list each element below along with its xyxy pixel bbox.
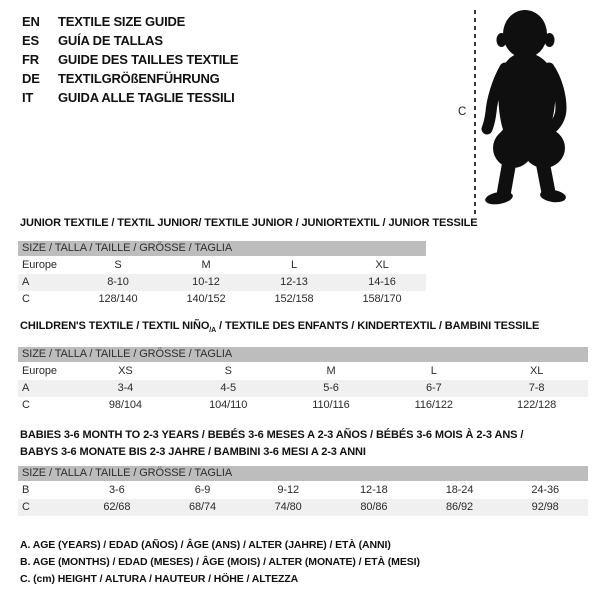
- babies-section-title: [20, 427, 523, 461]
- size-cell: 10-12: [192, 276, 220, 288]
- height-measure-figure: [452, 5, 600, 217]
- size-cell: 3-4: [117, 382, 134, 394]
- language-row: [22, 12, 238, 31]
- size-cell: 116/122: [414, 399, 453, 411]
- table-row: [18, 363, 588, 380]
- babies-title-line1: BABIES 3-6 MONTH TO 2-3 YEARS / BEBÉS 3-6 MESES A 2-3 AÑOS / BÉBÉS 3-6 MOIS À 2-3 ANS /: [20, 429, 524, 441]
- size-cell: 92/98: [531, 501, 559, 513]
- table-row: [18, 397, 588, 414]
- children-title-text: / TEXTILE DES ENFANTS / KINDERTEXTIL / BAMBINI TESSILE: [216, 320, 540, 332]
- size-cell: 158/170: [362, 293, 402, 305]
- row-label: Europe: [22, 365, 57, 377]
- table-row: [18, 291, 426, 308]
- language-title: GUIDA ALLE TAGLIE TESSILI: [58, 90, 235, 105]
- size-cell: 24-36: [531, 484, 560, 496]
- footnotes: [20, 537, 420, 588]
- size-cell: 7-8: [528, 382, 545, 394]
- size-cell: 12-18: [360, 484, 388, 496]
- height-measure-label: C: [458, 106, 467, 118]
- size-cell: 5-6: [323, 382, 339, 394]
- row-label: Europe: [22, 259, 57, 271]
- language-code: DE: [22, 71, 40, 86]
- row-label: B: [22, 484, 30, 496]
- size-cell: XL: [375, 259, 389, 271]
- language-row: [22, 88, 238, 107]
- junior-size-table: [18, 241, 426, 308]
- language-code: FR: [22, 52, 39, 67]
- language-title: GUIDE DES TAILLES TEXTILE: [58, 52, 239, 67]
- size-cell: 3-6: [109, 484, 125, 496]
- language-code: ES: [22, 33, 39, 48]
- row-label: A: [22, 382, 30, 394]
- size-cell: S: [224, 365, 232, 377]
- row-label: A: [22, 276, 30, 288]
- size-cell: 14-16: [368, 276, 396, 288]
- table-row: [18, 482, 588, 499]
- size-cell: 104/110: [209, 399, 248, 411]
- babies-title-line2: BABYS 3-6 MONATE BIS 2-3 JAHRE / BAMBINI 3-6 MESI A 2-3 ANNI: [20, 446, 366, 458]
- row-label: C: [22, 399, 30, 411]
- size-cell: 9-12: [277, 484, 299, 496]
- children-title-subscript: /A: [209, 327, 217, 335]
- table-row: [18, 257, 426, 274]
- size-cell: 74/80: [274, 501, 302, 513]
- size-cell: 4-5: [220, 382, 236, 394]
- size-header-bar: SIZE / TALLA / TAILLE / GRÖSSE / TAGLIA: [18, 241, 426, 256]
- language-row: [22, 50, 238, 69]
- size-cell: 140/152: [186, 293, 226, 305]
- size-cell: 128/140: [98, 293, 138, 305]
- size-cell: S: [114, 259, 122, 271]
- size-cell: 6-9: [194, 484, 211, 496]
- row-label: C: [22, 501, 30, 513]
- language-header: [22, 12, 238, 107]
- size-cell: 80/86: [360, 501, 388, 513]
- language-row: [22, 31, 238, 50]
- size-cell: 152/158: [274, 293, 314, 305]
- size-cell: 18-24: [445, 484, 474, 496]
- language-title: GUÍA DE TALLAS: [58, 33, 163, 48]
- language-code: EN: [22, 14, 40, 29]
- babies-size-table: [18, 466, 588, 516]
- children-title-text: CHILDREN'S TEXTILE / TEXTIL NIÑO: [20, 320, 210, 332]
- size-cell: 122/128: [517, 399, 557, 411]
- row-label: C: [22, 293, 30, 305]
- toddler-silhouette-icon: [479, 8, 583, 212]
- size-header-bar: SIZE / TALLA / TAILLE / GRÖSSE / TAGLIA: [18, 466, 588, 481]
- language-row: [22, 69, 238, 88]
- size-cell: 12-13: [280, 276, 308, 288]
- size-cell: 6-7: [425, 382, 442, 394]
- footnote-a: A. AGE (YEARS) / EDAD (AÑOS) / ÂGE (ANS) / ALTER (JAHRE) / ETÀ (ANNI): [20, 539, 391, 551]
- size-cell: 62/68: [103, 501, 131, 513]
- table-row: [18, 380, 588, 397]
- children-size-table: [18, 347, 588, 414]
- height-dashed-line: [474, 10, 476, 214]
- table-row: [18, 499, 588, 516]
- footnote-c: C. (cm) HEIGHT / ALTURA / HAUTEUR / HÖHE / ALTEZZA: [20, 573, 299, 585]
- size-cell: 68/74: [188, 501, 217, 513]
- language-title: TEXTILE SIZE GUIDE: [58, 14, 186, 29]
- size-cell: 8-10: [107, 276, 129, 288]
- size-cell: 86/92: [446, 501, 474, 513]
- size-cell: M: [201, 259, 211, 271]
- junior-section-title: JUNIOR TEXTILE / TEXTIL JUNIOR/ TEXTILE JUNIOR / JUNIORTEXTIL / JUNIOR TESSILE: [20, 217, 478, 229]
- size-cell: L: [430, 365, 437, 377]
- size-cell: 98/104: [108, 399, 142, 411]
- footnote-b: B. AGE (MONTHS) / EDAD (MESES) / ÂGE (MOIS) / ALTER (MONATE) / ETÀ (MESI): [20, 556, 420, 568]
- size-header-bar: SIZE / TALLA / TAILLE / GRÖSSE / TAGLIA: [18, 347, 588, 362]
- size-cell: 110/116: [312, 399, 350, 411]
- size-cell: M: [326, 365, 336, 377]
- size-cell: XS: [118, 365, 133, 377]
- children-section-title: [20, 320, 539, 337]
- language-code: IT: [22, 90, 34, 105]
- size-cell: L: [290, 259, 298, 271]
- table-row: [18, 274, 426, 291]
- language-title: TEXTILGRÖßENFÜHRUNG: [58, 71, 220, 86]
- size-cell: XL: [529, 365, 544, 377]
